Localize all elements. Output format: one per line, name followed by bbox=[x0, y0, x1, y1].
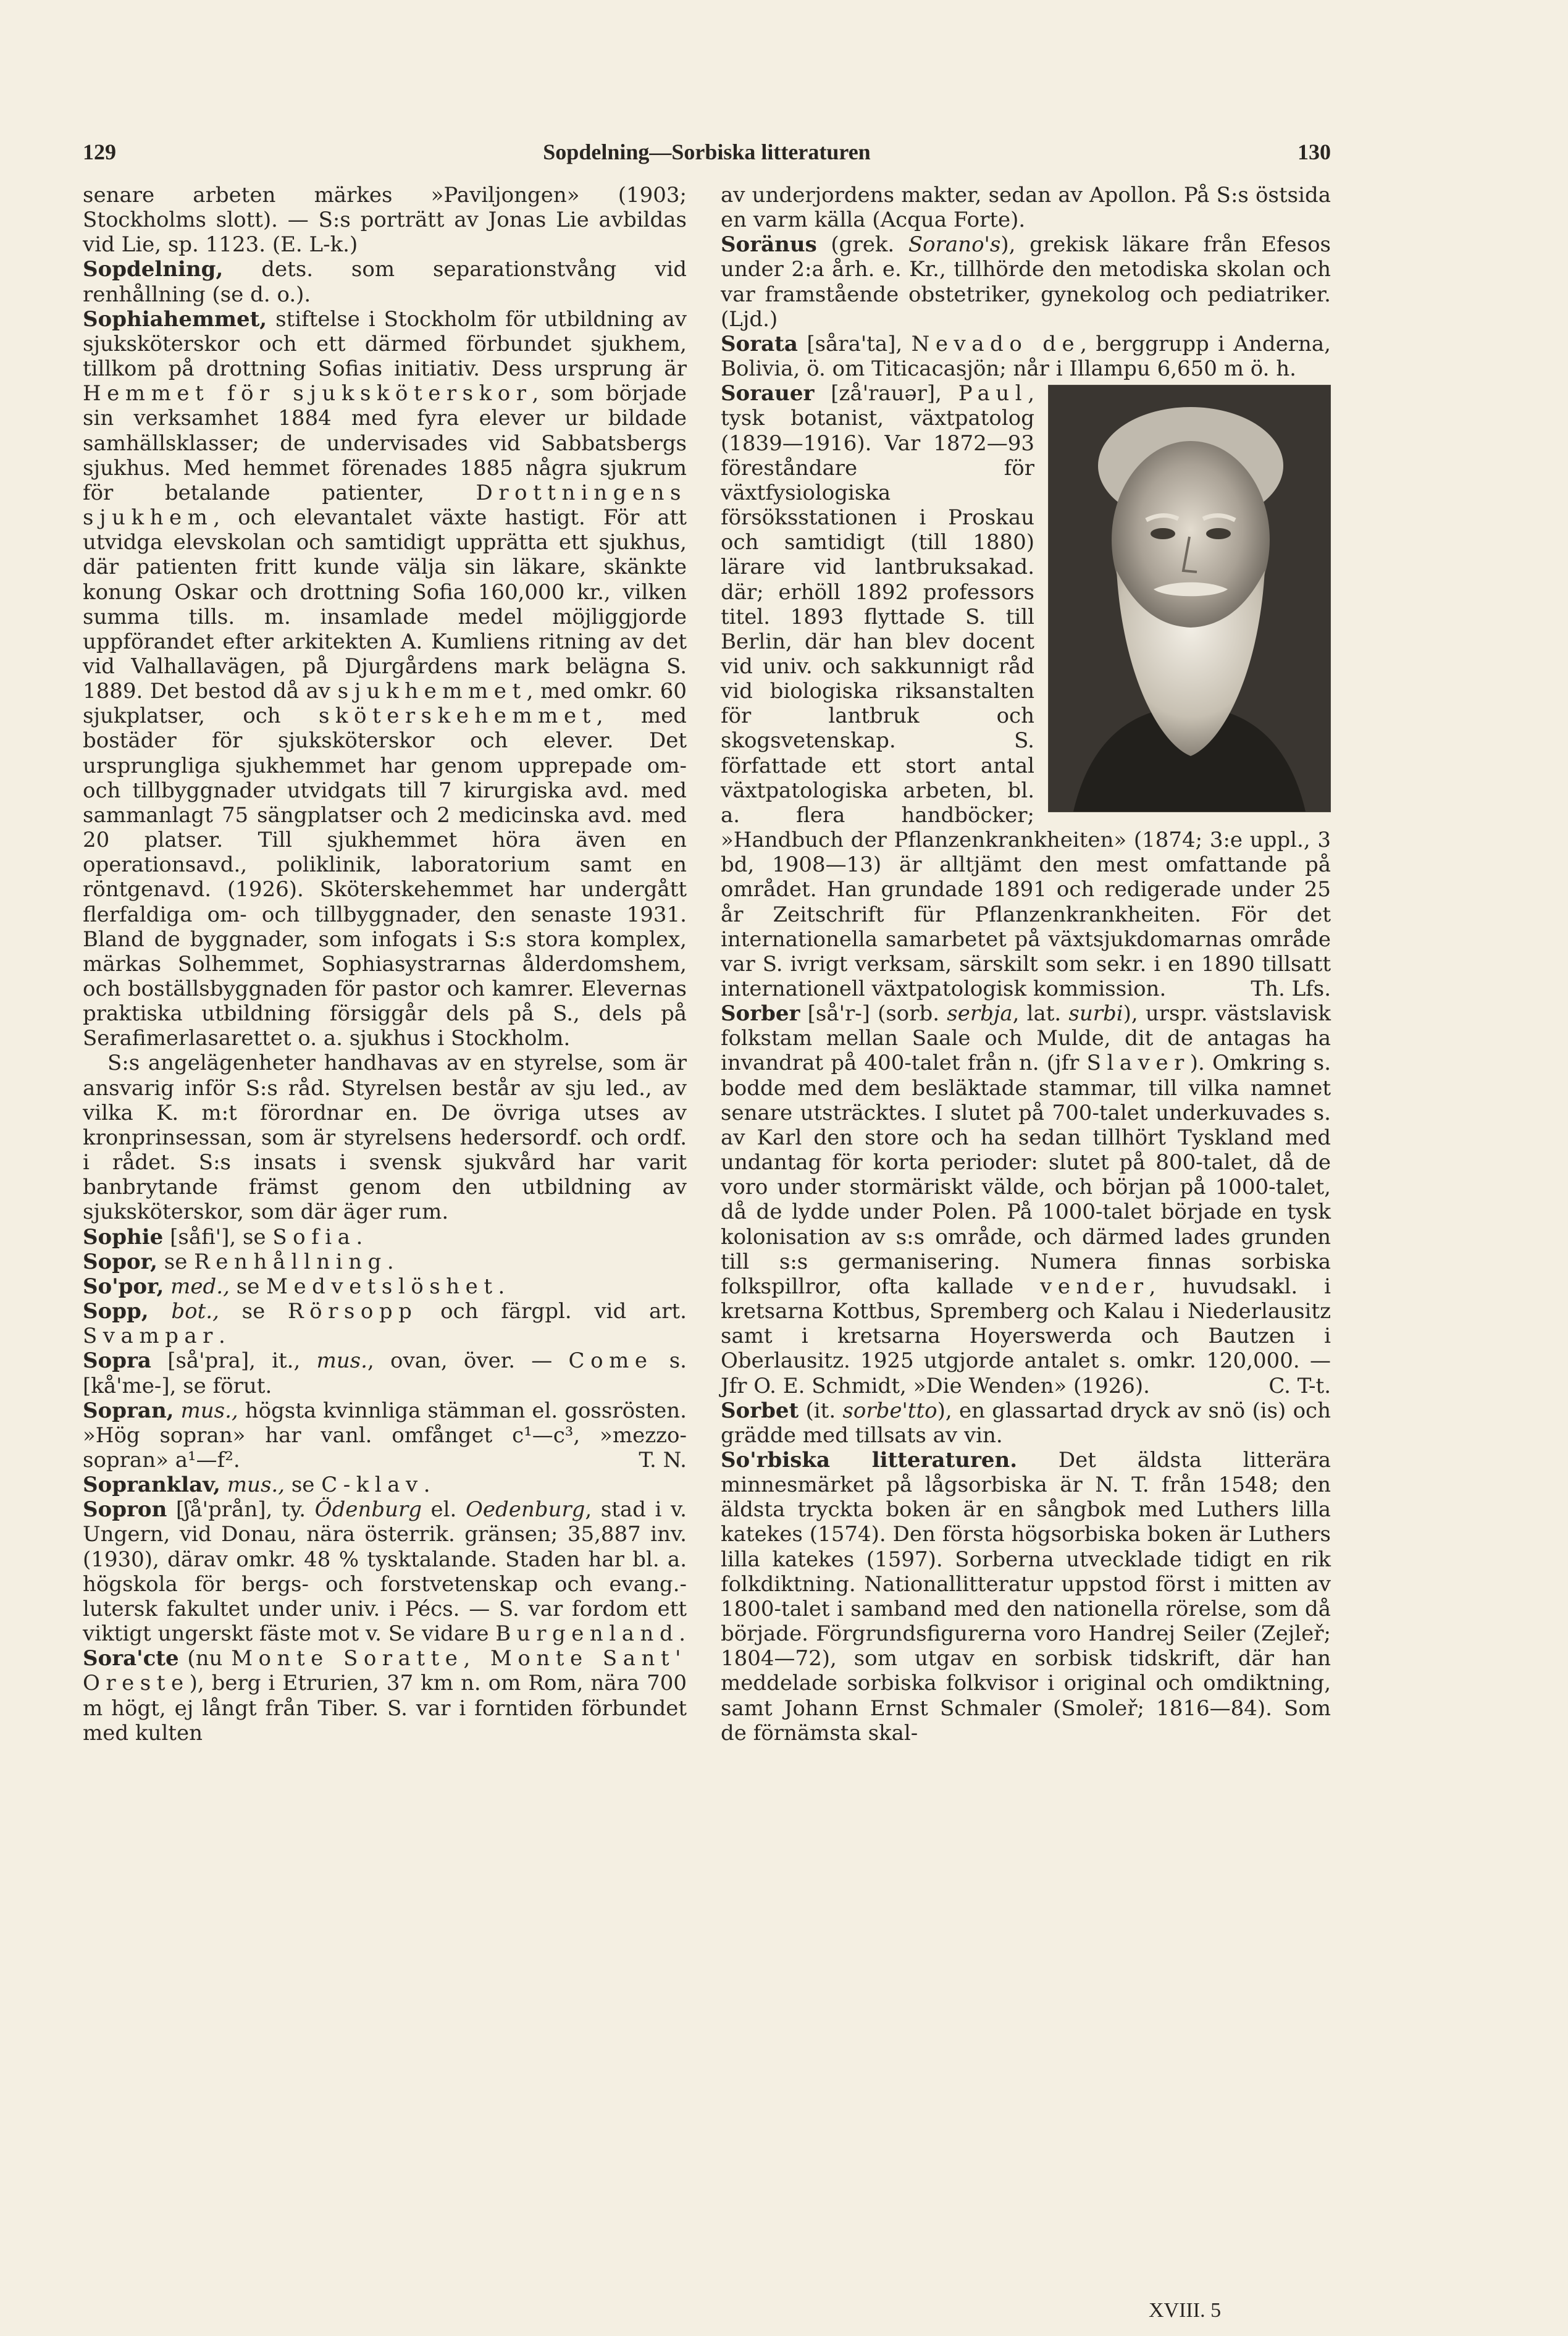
entry-sopran: Sopran, mus., högsta kvinnliga stämman el. gossrösten. »Hög sopran» har vanl. omfånget c¹—c³, »mezzo-sopran» a¹—f². T. N. bbox=[83, 1398, 687, 1473]
entry-soracte: Sora'cte (nu Monte Soratte, Monte Sant' Oreste), berg i Etrurien, 37 km n. om Rom, nära 700 m högt, ej långt från Tiber. S. var i forntiden förbundet med kulten bbox=[83, 1646, 687, 1746]
entry-sophiahemmet: Sophiahemmet, stiftelse i Stockholm för utbildning av sjuksköterskor och ett därmed förbundet sjukhem, tillkom på drottning Sofias initiativ. Dess ursprung är Hemmet för sjuksköterskor, som började sin verksamhet 1884 med fyra elever ur bildade samhällsklasser; de undervisades vid Sabbatsbergs sjukhus. Med hemmet förenades 1885 några sjukrum för betalande patienter, Drottningens sjukhem, och elevantalet växte hastigt. För att utvidga elevskolan och samtidigt upprätta ett sjukhus, där patienten fritt kunde välja sin läkare, skänkte konung Oskar och drottning Sofia 160,000 kr., vilken summa tills. m. insamlade medel möjliggjorde uppförandet efter arkitekten A. Kumliens ritning av det vid Valhallavägen, på Djurgårdens mark belägna S. 1889. Det bestod då av sjukhemmet, med omkr. 60 sjukplatser, och sköterskehemmet, med bostäder för sjuksköterskor och elever. Det ursprungliga sjukhemmet har genom upprepade om- och tillbyggnader utvidgats till 7 kirurgiska avd. med sammanlagt 75 sängplatser och 2 medicinska avd. med 20 platser. Till sjukhemmet höra även en operationsavd., poliklinik, laboratorium samt en röntgenavd. (1926). Sköterskehemmet har undergått flerfaldiga om- och tillbyggnader, den senaste 1931. Bland de byggnader, som infogats i S:s stora komplex, märkas Solhemmet, Sophiasystrarnas ålderdomshem, och boställsbyggnaden för pastor och kamrer. Elevernas praktiska utbildning försiggår dels på S., dels på Serafimerlasarettet o. a. sjukhus i Stockholm. bbox=[83, 306, 687, 1051]
entry-continuation: senare arbeten märkes »Paviljongen» (1903; Stockholms slott). — S:s porträtt av Jonas Lie avbildas vid Lie, sp. 1123. (E. L-k.) bbox=[83, 183, 687, 258]
running-head bbox=[83, 139, 1331, 176]
headword: Sopran, bbox=[83, 1398, 174, 1423]
headword: Sorata bbox=[721, 331, 798, 356]
portrait-illustration bbox=[1049, 385, 1330, 812]
entry-sorber: Sorber [så'r-] (sorb. serbja, lat. surbi), urspr. västslavisk folkstam mellan Saale och Mulde, dit de antagas ha invandrat på 400-talet från n. (jfr Slaver). Omkring s. bodde med dem besläktade stammar, till vilka namnet senare utsträcktes. I slutet på 700-talet underkuvades s. av Karl den store och ha sedan tillhört Tyskland med undantag för korta perioder: slutet på 800-talet, då de voro under stormäriskt välde, och början på 1000-talet, då de lydde under Polen. På 1000-talet började en tysk kolonisation av s:s område, och därmed lades grunden till s:s germanisering. Numera finnas sorbiska folkspillror, ofta kallade vender, huvudsakl. i kretsarna Kottbus, Spremberg och Kalau i Niederlausitz samt i kretsarna Hoyerswerda och Bautzen i Oberlausitz. 1925 utgjorde antalet s. omkr. 120,000. — Jfr O. E. Schmidt, »Die Wenden» (1926). C. T-t. bbox=[721, 1001, 1331, 1398]
entry-sopp: Sopp, bot., se Rörsopp och färgpl. vid art. Svampar. bbox=[83, 1299, 687, 1349]
headword: Sora'cte bbox=[83, 1646, 179, 1671]
entry-sopdelning: Sopdelning, dets. som separationstvång vid renhållning (se d. o.). bbox=[83, 257, 687, 307]
portrait-photo bbox=[1048, 385, 1331, 812]
headword: Sorbet bbox=[721, 1398, 799, 1423]
entry-sopranklav: Sopranklav, mus., se C-klav. bbox=[83, 1473, 430, 1498]
entry-continuation: av underjordens makter, sedan av Apollon. På S:s östsida en varm källa (Acqua Forte). bbox=[721, 183, 1331, 233]
headword: Sopra bbox=[83, 1348, 151, 1374]
headword: Sopranklav, bbox=[83, 1473, 220, 1498]
entry-sorauer: Sorauer [zå'rauər], Paul, tysk botanist, växtpatolog (1839—1916). Var 1872—93 föreståndare för växtfysiologiska försöksstationen i Proskau och samtidigt (till 1880) lärare vid lantbruksakad. där; erhöll 1892 professors titel. 1893 flyttade S. till Berlin, där han blev docent vid univ. och sakkunnigt råd vid biologiska riksanstalten för lantbruk och skogsvetenskap. S. författade ett stort antal växtpatologiska arbeten, bl. a. flera handböcker; »Handbuch der Pflanzenkrankheiten» (1874; 3:e uppl., 3 bd, 1908—13) är alltjämt den mest omfattande på området. Han grundade 1891 och redigerade under 25 år Zeitschrift für Pflanzenkrankheiten. För det internationella samarbetet på växtsjukdomarnas område var S. ivrigt verksam, särskilt som sekr. i en 1890 tillsatt internationell växtpatologisk kommission. Th. Lfs. bbox=[721, 381, 1331, 1001]
headword: Sophiahemmet, bbox=[83, 306, 267, 332]
headword: So'por, bbox=[83, 1274, 164, 1299]
headword: So'rbiska litteraturen. bbox=[721, 1447, 1018, 1473]
headword: Sopor, bbox=[83, 1249, 157, 1274]
entry-sorbiska-litteraturen: So'rbiska litteraturen. Det äldsta litterära minnesmärket på lågsorbiska är N. T. från 1548; den äldsta tryckta boken är en sångbok med Luthers lilla katekes (1574). Den första högsorbiska boken är Luthers lilla katekes (1597). Sorberna utvecklade tidigt en rik folkdiktning. Nationallitteratur uppstod först i mitten av 1800-talet i samband med den nationella rörelse, som då började. Förgrundsfigurerna voro Handrej Seiler (Zejleř; 1804—72), som utgav en sorbisk tidskrift, där han meddelade sorbiska folkvisor i original och omdiktning, samt Johann Ernst Schmaler (Smoleř; 1816—84). Som de förnämsta skal- bbox=[721, 1447, 1331, 1746]
entry-sophiahemmet-paragraph: S:s angelägenheter handhavas av en styrelse, som är ansvarig inför S:s råd. Styrelsen består av sju led., av vilka K. m:t förordnar en. De övriga utses av kronprinsessan, som är styrelsens hedersordf. och ordf. i rådet. S:s insats i svensk sjukvård har varit banbrytande främst genom den utbildning av sjuksköterskor, som där äger rum. bbox=[83, 1051, 687, 1225]
headword: Sorauer bbox=[721, 381, 815, 406]
headword: Sopdelning, bbox=[83, 257, 224, 282]
running-title: Sopdelning—Sorbiska litteraturen bbox=[543, 140, 871, 164]
headword: Sorber bbox=[721, 1001, 800, 1027]
entry-soranus: Soränus (grek. Sorano's), grekisk läkare från Efesos under 2:a årh. e. Kr., tillhörde den metodiska skolan och var framstående obstetriker, gynekolog och pediatriker. (Ljd.) bbox=[721, 232, 1331, 332]
entry-sophie: Sophie [såfi'], se Sofia. bbox=[83, 1224, 363, 1250]
entry-sorbet: Sorbet (it. sorbe'tto), en glassartad dryck av snö (is) och grädde med tillsats av vin. bbox=[721, 1398, 1331, 1448]
entry-sopron: Sopron [ʃå'prån], ty. Ödenburg el. Oedenburg, stad i v. Ungern, vid Donau, nära österrik. gränsen; 35,887 inv. (1930), därav omkr. 48 % tysktalande. Staden har bl. a. högskola för bergs- och forstvetenskap och evang.-lutersk fakultet under univ. i Pécs. — S. var fordom ett viktigt ungerskt fäste mot v. Se vidare Burgenland. bbox=[83, 1497, 687, 1647]
entry-sopra: Sopra [så'pra], it., mus., ovan, över. — Come s. [kå'me-], se förut. bbox=[83, 1348, 687, 1398]
right-column bbox=[721, 183, 1331, 1746]
headword: Soränus bbox=[721, 232, 817, 258]
page-number-right: 130 bbox=[1298, 140, 1331, 164]
entry-sorata: Sorata [såra'ta], Nevado de, berggrupp i Anderna, Bolivia, ö. om Titicacasjön; når i Illampu 6,650 m ö. h. bbox=[721, 331, 1331, 382]
author-signature: T. N. bbox=[639, 1447, 687, 1473]
headword: Sophie bbox=[83, 1224, 164, 1250]
author-signature: C. T-t. bbox=[1268, 1373, 1331, 1398]
entry-sopor-med: So'por, med., se Medvetslöshet. bbox=[83, 1274, 505, 1299]
printer-signature: XVIII. 5 bbox=[1149, 2299, 1222, 2322]
page-number-left: 129 bbox=[83, 140, 116, 164]
entry-sopor: Sopor, se Renhållning. bbox=[83, 1249, 394, 1274]
left-column bbox=[83, 183, 687, 1746]
headword: Sopron bbox=[83, 1497, 167, 1523]
author-signature: Th. Lfs. bbox=[1251, 977, 1331, 1001]
headword: Sopp, bbox=[83, 1299, 149, 1324]
